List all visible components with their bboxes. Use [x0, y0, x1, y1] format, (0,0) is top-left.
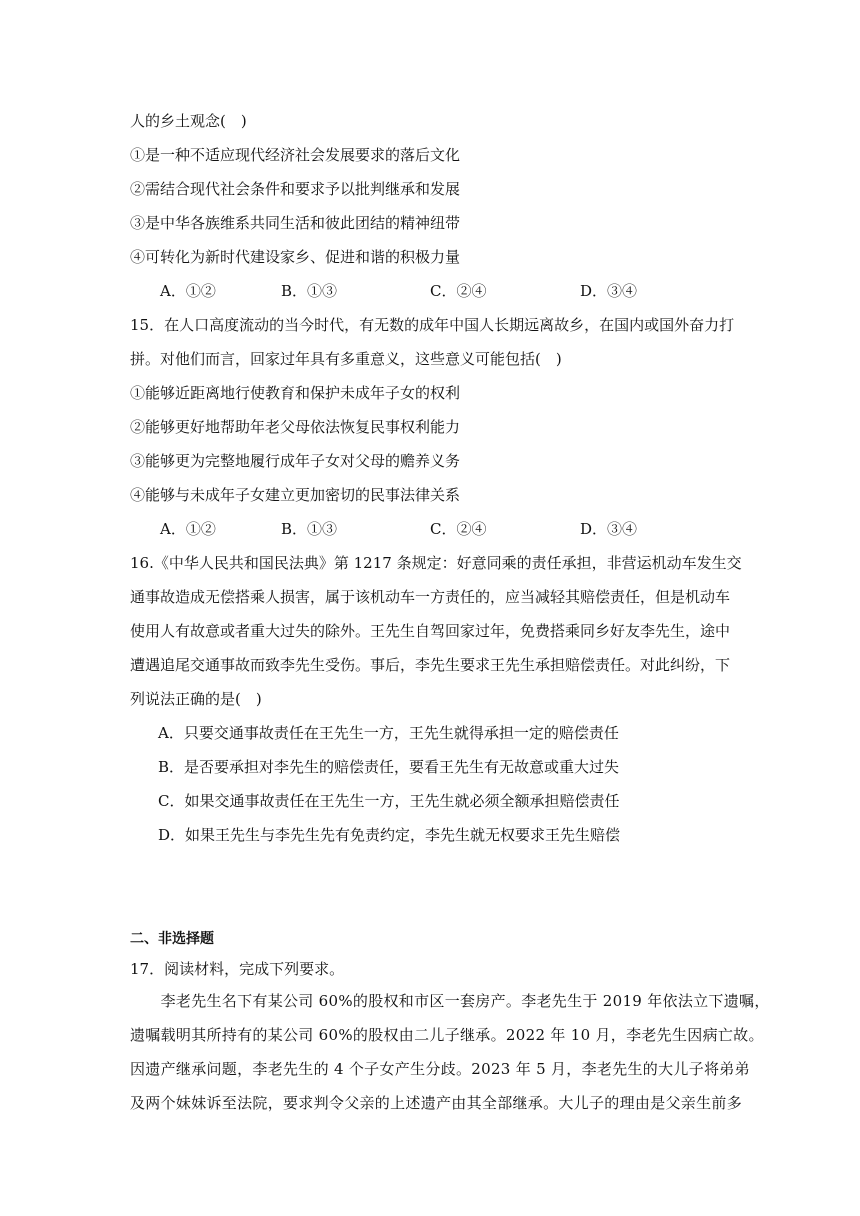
q14-options	[160, 281, 760, 301]
q17-stem: 17．阅读材料，完成下列要求。	[130, 960, 345, 978]
q15-option-a: A．①②	[160, 520, 216, 538]
q16-choice-c: C．如果交通事故责任在王先生一方，王先生就必须全额承担赔偿责任	[158, 792, 620, 810]
section-title: 二、非选择题	[130, 931, 214, 947]
q14-item-2: ②需结合现代社会条件和要求予以批判继承和发展	[130, 180, 461, 198]
q16-stem-line-1: 16.《中华人民共和国民法典》第 1217 条规定：好意同乘的责任承担，非营运机动车发生交	[130, 554, 742, 572]
q15-item-3: ③能够更为完整地履行成年子女对父母的赡养义务	[130, 452, 461, 470]
q15-options	[160, 519, 760, 539]
q15-option-b: B．①③	[281, 520, 338, 538]
q16-stem-line-3: 使用人有故意或者重大过失的除外。王先生自驾回家过年，免费搭乘同乡好友李先生，途中	[130, 622, 731, 640]
q17-material-line-4: 及两个妹妹诉至法院，要求判令父亲的上述遗产由其全部继承。大儿子的理由是父亲生前多	[130, 1094, 743, 1112]
q14-item-3: ③是中华各族维系共同生活和彼此团结的精神纽带	[130, 214, 461, 232]
q15-stem-line-1: 15．在人口高度流动的当今时代，有无数的成年中国人长期远离故乡，在国内或国外奋力打	[130, 316, 735, 334]
q14-item-4: ④可转化为新时代建设家乡、促进和谐的积极力量	[130, 248, 461, 266]
q14-option-c: C．②④	[430, 282, 487, 300]
q16-choice-b: B．是否要承担对李先生的赔偿责任，要看王先生有无故意或重大过失	[158, 758, 620, 776]
q16-stem-line-5: 列说法正确的是( )	[130, 690, 262, 708]
q14-option-a: A．①②	[160, 282, 216, 300]
q14-item-1: ①是一种不适应现代经济社会发展要求的落后文化	[130, 146, 461, 164]
q17-material-line-3: 因遗产继承问题，李老先生的 4 个子女产生分歧。2023 年 5 月，李老先生的大儿子将弟弟	[130, 1060, 750, 1078]
q14-stem-tail: 人的乡土观念( )	[130, 112, 247, 130]
q14-option-d: D．③④	[580, 282, 638, 300]
q16-stem-line-4: 遭遇追尾交通事故而致李先生受伤。事后，李先生要求王先生承担赔偿责任。对此纠纷，下	[130, 656, 731, 674]
q15-item-1: ①能够近距离地行使教育和保护未成年子女的权利	[130, 384, 461, 402]
q17-material-line-1: 李老先生名下有某公司 60%的股权和市区一套房产。李老先生于 2019 年依法立下遗嘱，	[130, 992, 770, 1010]
q14-option-b: B．①③	[281, 282, 338, 300]
q16-choice-d: D．如果王先生与李先生先有免责约定，李先生就无权要求王先生赔偿	[158, 826, 621, 844]
q15-item-4: ④能够与未成年子女建立更加密切的民事法律关系	[130, 486, 461, 504]
q16-choice-a: A．只要交通事故责任在王先生一方，王先生就得承担一定的赔偿责任	[158, 724, 619, 742]
q15-option-c: C．②④	[430, 520, 487, 538]
q15-item-2: ②能够更好地帮助年老父母依法恢复民事权利能力	[130, 418, 461, 436]
q17-material-line-2: 遗嘱载明其所持有的某公司 60%的股权由二儿子继承。2022 年 10 月，李老先生因病亡故。	[130, 1026, 764, 1044]
q16-stem-line-2: 通事故造成无偿搭乘人损害，属于该机动车一方责任的，应当减轻其赔偿责任，但是机动车	[130, 588, 731, 606]
q15-option-d: D．③④	[580, 520, 638, 538]
q15-stem-line-2: 拼。对他们而言，回家过年具有多重意义，这些意义可能包括( )	[130, 350, 562, 368]
